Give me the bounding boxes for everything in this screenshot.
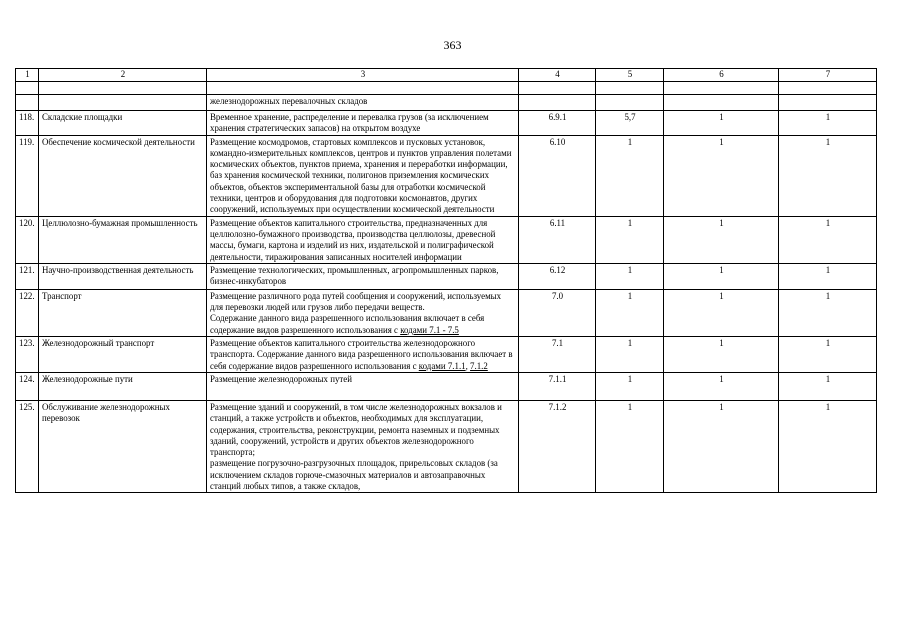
use-type-description: Размещение различного рода путей сообщения и сооружений, используемых для перевозки людей или грузов либо передачи веществ. Содержание данного вида разрешенного использования включает в себя содержание видов разрешенного использования с кодами 7.1 - 7.5 <box>207 289 519 336</box>
classifier-code: 6.10 <box>519 135 596 216</box>
col-6-value: 1 <box>664 135 779 216</box>
col-5-value: 1 <box>596 337 664 373</box>
row-number: 123. <box>16 337 39 373</box>
col-5-value: 1 <box>596 400 664 492</box>
page-number: 363 <box>443 38 462 52</box>
col-6-value: 1 <box>664 337 779 373</box>
header-cell-1: 1 <box>16 69 39 82</box>
col-6-value: 1 <box>664 263 779 289</box>
col-7-value: 1 <box>779 111 877 136</box>
col-7-value: 1 <box>779 372 877 400</box>
col-5-value: 1 <box>596 216 664 263</box>
col-6-value: 1 <box>664 216 779 263</box>
header-cell-3: 3 <box>207 69 519 82</box>
use-type-name: Транспорт <box>39 289 207 336</box>
use-type-description: Временное хранение, распределение и перевалка грузов (за исключением хранения стратегических запасов) на открытом воздухе <box>207 111 519 136</box>
use-type-name: Железнодорожные пути <box>39 372 207 400</box>
row-number: 125. <box>16 400 39 492</box>
classifier-code: 7.1 <box>519 337 596 373</box>
use-type-description: Размещение железнодорожных путей <box>207 372 519 400</box>
classifier-code: 7.0 <box>519 289 596 336</box>
col-6-value: 1 <box>664 400 779 492</box>
header-cell-6: 6 <box>664 69 779 82</box>
row-number: 124. <box>16 372 39 400</box>
table-row <box>16 135 877 216</box>
classifier-code: 7.1.2 <box>519 400 596 492</box>
col-5-value: 1 <box>596 289 664 336</box>
use-type-name: Складские площадки <box>39 111 207 136</box>
header-row <box>16 69 877 82</box>
header-spacer-row <box>16 82 877 95</box>
code-reference-link[interactable]: кодами 7.1 - 7.5 <box>400 324 459 335</box>
use-type-description: Размещение объектов капитального строительства, предназначенных для целлюлозно-бумажного производства, производства целлюлозы, древесной массы, бумаги, картона и изделий из них, издательской и полиграфической деятельности, тиражирования записанных носителей информации <box>207 216 519 263</box>
row-number: 120. <box>16 216 39 263</box>
use-type-description: Размещение технологических, промышленных, агропромышленных парков, бизнес-инкубаторов <box>207 263 519 289</box>
use-type-name: Обслуживание железнодорожных перевозок <box>39 400 207 492</box>
header-cell-5: 5 <box>596 69 664 82</box>
use-type-name: Целлюлозно-бумажная промышленность <box>39 216 207 263</box>
table-row <box>16 216 877 263</box>
continuation-text: железнодорожных перевалочных складов <box>207 95 519 111</box>
use-type-name: Обеспечение космической деятельности <box>39 135 207 216</box>
use-type-description: Размещение космодромов, стартовых комплексов и пусковых установок, командно-измерительных комплексов, центров и пунктов управления полетами космических объектов, пунктов приема, хранения и переработки информации, баз хранения космической техники, полигонов приземления космических объектов, объектов экспериментальной базы для отработки космической техники, центров и оборудования для подготовки космонавтов, других сооружений, используемых при осуществлении космической деятельности <box>207 135 519 216</box>
col-6-value: 1 <box>664 289 779 336</box>
col-5-value: 1 <box>596 372 664 400</box>
col-7-value: 1 <box>779 337 877 373</box>
col-7-value: 1 <box>779 216 877 263</box>
header-cell-2: 2 <box>39 69 207 82</box>
row-number: 118. <box>16 111 39 136</box>
classifier-code: 6.11 <box>519 216 596 263</box>
use-type-name: Железнодорожный транспорт <box>39 337 207 373</box>
col-6-value: 1 <box>664 111 779 136</box>
use-type-name: Научно-производственная деятельность <box>39 263 207 289</box>
classifier-code: 6.12 <box>519 263 596 289</box>
col-7-value: 1 <box>779 263 877 289</box>
row-number: 122. <box>16 289 39 336</box>
classifier-code: 6.9.1 <box>519 111 596 136</box>
col-7-value: 1 <box>779 289 877 336</box>
table-row <box>16 400 877 492</box>
table-row <box>16 111 877 136</box>
row-number: 121. <box>16 263 39 289</box>
col-5-value: 1 <box>596 263 664 289</box>
table-row <box>16 372 877 400</box>
row-number: 119. <box>16 135 39 216</box>
header-cell-7: 7 <box>779 69 877 82</box>
continuation-row <box>16 95 877 111</box>
code-reference-link[interactable]: кодами 7.1.1 <box>418 360 466 371</box>
header-cell-4: 4 <box>519 69 596 82</box>
table-row <box>16 263 877 289</box>
table-row <box>16 289 877 336</box>
use-type-description: Размещение зданий и сооружений, в том числе железнодорожных вокзалов и станций, а также устройств и объектов, необходимых для эксплуатации, содержания, строительства, реконструкции, ремонта наземных и подземных зданий, сооружений, устройств и других объектов железнодорожного транспорта; размещение погрузочно-разгрузочных площадок, прирельсовых складов (за исключением складов горюче-смазочных материалов и автозаправочных станций любых типов, а также складов, <box>207 400 519 492</box>
classifier-code: 7.1.1 <box>519 372 596 400</box>
land-use-table <box>15 68 877 493</box>
code-reference-link[interactable]: 7.1.2 <box>470 360 488 371</box>
col-6-value: 1 <box>664 372 779 400</box>
col-7-value: 1 <box>779 400 877 492</box>
col-5-value: 5,7 <box>596 111 664 136</box>
table-row <box>16 337 877 373</box>
col-5-value: 1 <box>596 135 664 216</box>
use-type-description: Размещение объектов капитального строительства железнодорожного транспорта. Содержание данного вида разрешенного использования включает в себя содержание видов разрешенного использования с кодами 7.1.1, 7.1.2 <box>207 337 519 373</box>
col-7-value: 1 <box>779 135 877 216</box>
